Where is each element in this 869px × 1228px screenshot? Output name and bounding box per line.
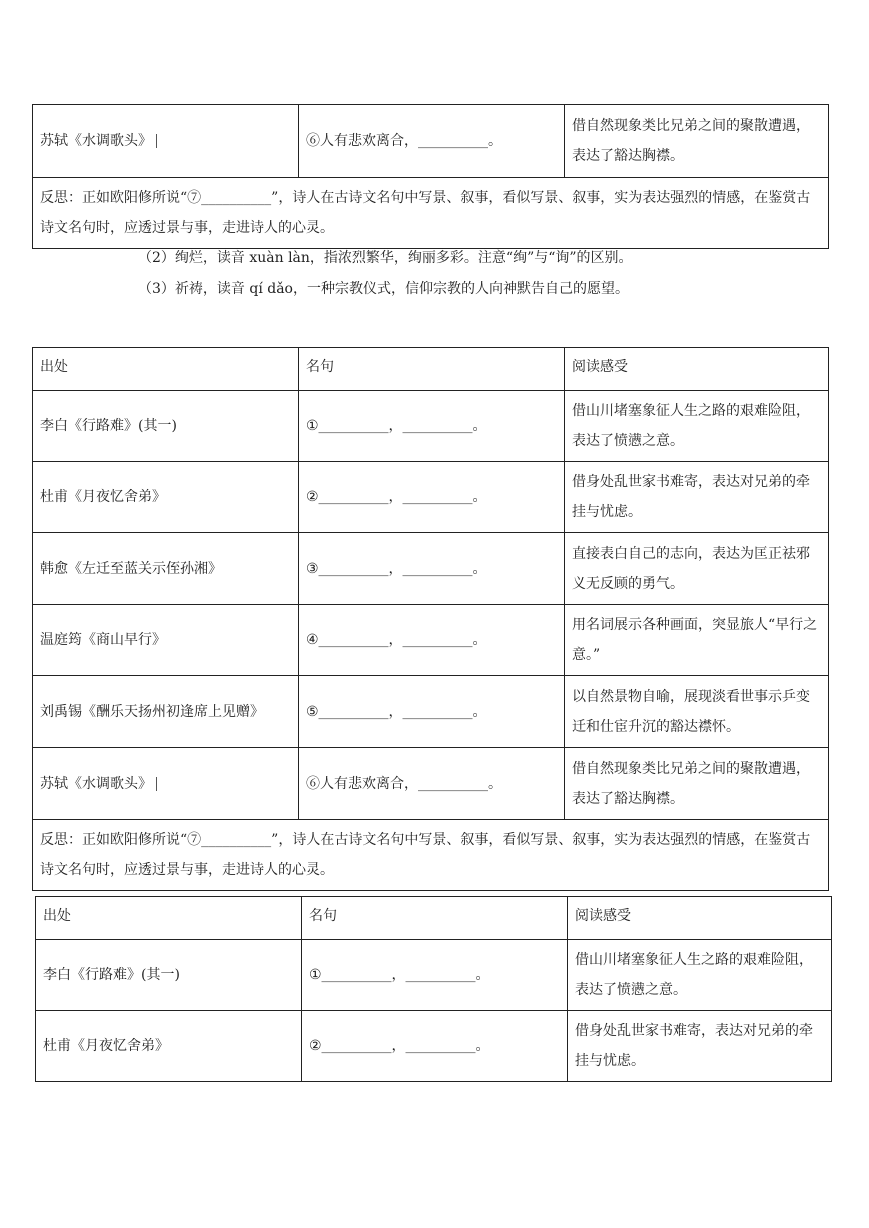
reflection-cell: 反思：正如欧阳修所说“⑦__________”，诗人在古诗文名句中写景、叙事，看似写景、叙事，实为表达强烈的情感，在鉴赏古诗文名句时，应透过景与事，走进诗人的心灵。: [33, 820, 829, 891]
source-cell: 韩愈《左迁至蓝关示侄孙湘》: [33, 533, 299, 605]
source-cell: 杜甫《月夜忆舍弟》: [33, 462, 299, 533]
header-row: [33, 348, 829, 391]
feeling-cell: 借身处乱世家书难寄，表达对兄弟的牵挂与忧虑。: [568, 1011, 832, 1082]
header-quote: 名句: [299, 348, 565, 391]
source-cell: 李白《行路难》(其一): [33, 391, 299, 462]
feeling-cell: 借自然现象类比兄弟之间的聚散遭遇，表达了豁达胸襟。: [565, 748, 829, 820]
reflection-row: [33, 178, 829, 249]
header-feeling: 阅读感受: [565, 348, 829, 391]
quote-cell: ⑤__________，__________。: [299, 676, 565, 748]
quote-cell: ⑥人有悲欢离合，__________。: [299, 105, 565, 178]
table-row: [33, 533, 829, 605]
source-cell: 苏轼《水调歌头》: [33, 105, 299, 178]
table-row: [33, 105, 829, 178]
header-source: 出处: [36, 897, 302, 940]
quote-cell: ①__________，__________。: [302, 940, 568, 1011]
quote-cell: ①__________，__________。: [299, 391, 565, 462]
feeling-cell: 用名词展示各种画面，突显旅人“早行之意。”: [565, 605, 829, 676]
reflection-cell: 反思：正如欧阳修所说“⑦__________”，诗人在古诗文名句中写景、叙事，看似写景、叙事，实为表达强烈的情感，在鉴赏古诗文名句时，应透过景与事，走进诗人的心灵。: [33, 178, 829, 249]
header-row: [36, 897, 832, 940]
quote-cell: ②__________，__________。: [299, 462, 565, 533]
header-source: 出处: [33, 348, 299, 391]
feeling-cell: 借自然现象类比兄弟之间的聚散遭遇，表达了豁达胸襟。: [565, 105, 829, 178]
feeling-cell: 直接表白自己的志向，表达为匡正祛邪义无反顾的勇气。: [565, 533, 829, 605]
poem-table-top: [32, 104, 829, 249]
quote-cell: ⑥人有悲欢离合，__________。: [299, 748, 565, 820]
table-row: [33, 748, 829, 820]
note-2: （2）绚烂，读音 xuàn làn，指浓烈繁华，绚丽多彩。注意“绚”与“询”的区别。: [138, 250, 633, 266]
text-cursor: [156, 134, 157, 148]
text-cursor: [156, 777, 157, 791]
table-row: [36, 940, 832, 1011]
feeling-cell: 借山川堵塞象征人生之路的艰难险阻，表达了愤懑之意。: [568, 940, 832, 1011]
source-cell: 温庭筠《商山早行》: [33, 605, 299, 676]
quote-cell: ③__________，__________。: [299, 533, 565, 605]
quote-cell: ②__________，__________。: [302, 1011, 568, 1082]
quote-cell: ④__________，__________。: [299, 605, 565, 676]
table-row: [33, 676, 829, 748]
header-quote: 名句: [302, 897, 568, 940]
header-feeling: 阅读感受: [568, 897, 832, 940]
source-cell: 刘禹锡《酬乐天扬州初逢席上见赠》: [33, 676, 299, 748]
source-cell: 李白《行路难》(其一): [36, 940, 302, 1011]
note-3: （3）祈祷，读音 qí dǎo，一种宗教仪式，信仰宗教的人向神默告自己的愿望。: [138, 281, 629, 297]
reflection-row: [33, 820, 829, 891]
poem-table-main: [32, 347, 829, 891]
table-row: [36, 1011, 832, 1082]
poem-table-bottom: [35, 896, 832, 1082]
feeling-cell: 以自然景物自喻，展现淡看世事示乒变迁和仕宦升沉的豁达襟怀。: [565, 676, 829, 748]
feeling-cell: 借山川堵塞象征人生之路的艰难险阻，表达了愤懑之意。: [565, 391, 829, 462]
source-cell: 杜甫《月夜忆舍弟》: [36, 1011, 302, 1082]
table-row: [33, 391, 829, 462]
source-cell: 苏轼《水调歌头》: [33, 748, 299, 820]
table-row: [33, 605, 829, 676]
table-row: [33, 462, 829, 533]
feeling-cell: 借身处乱世家书难寄，表达对兄弟的牵挂与忧虑。: [565, 462, 829, 533]
